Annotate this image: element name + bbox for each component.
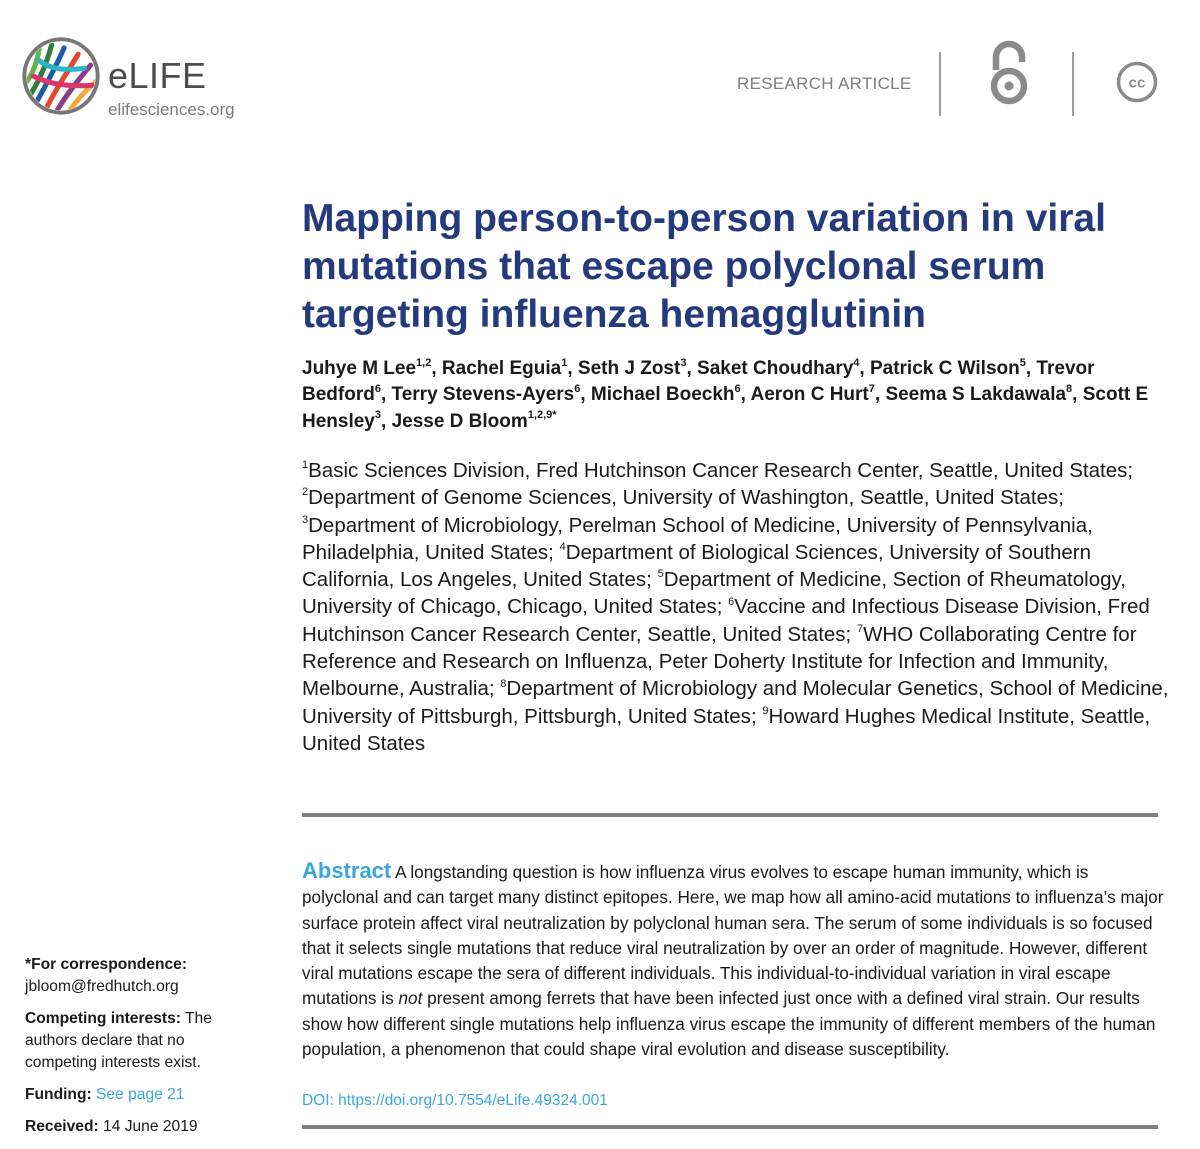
article-sidebar [25,954,245,1148]
author-separator: , [859,358,870,379]
competing-interests-label: Competing interests: [25,1010,181,1027]
elife-logo-icon [22,37,100,115]
author-affiliation-marker: 6 [734,383,741,396]
author-affiliation-marker: 6 [574,383,581,396]
author-separator: , [874,384,886,406]
author-separator: , [1072,384,1083,406]
svg-text:cc: cc [1128,74,1146,92]
affiliation-number: 5 [657,568,664,581]
funding-block [25,1084,245,1106]
brand-name: eLIFE [108,55,207,96]
author-name: Jesse D Bloom [391,410,528,432]
affiliation-number: 2 [302,486,309,499]
author-name: Terry Stevens-Ayers [391,384,575,406]
abstract [302,858,1164,1062]
author-name: Trevor Bedford [302,358,1095,406]
correspondence-email[interactable]: jbloom@fredhutch.org [25,978,179,995]
author-affiliation-marker: 1 [561,356,568,369]
author-name: Seema S Lakdawala [885,384,1067,406]
funding-link[interactable]: See page 21 [96,1086,185,1103]
author-affiliation-marker: 7 [868,383,875,396]
affiliation-text: WHO Collaborating Centre for Reference and Research on Influenza, Peter Doherty Institute for Infection and Immunity, Melbourne, Australia [302,622,1137,701]
affiliation-text: Basic Sciences Division, Fred Hutchinson Cancer Research Center, Seattle, United States [308,459,1128,482]
author-name: Juhye M Lee [302,358,417,379]
author-separator: , [381,410,392,432]
article-type-label: RESEARCH ARTICLE [737,74,912,93]
affiliation-number: 4 [559,541,566,554]
received-label: Received: [25,1118,99,1135]
affiliation-text: Howard Hughes Medical Institute, Seattle, United States [302,704,1151,755]
correspondence-block [25,954,245,998]
author-name: Patrick C Wilson [869,358,1020,379]
section-divider [302,813,1158,817]
creative-commons-icon [1116,61,1158,103]
author-name: Saket Choudhary [697,358,854,379]
author-name: Aeron C Hurt [750,384,869,406]
affiliation-text: Department of Genome Sciences, University of Washington, Seattle, United States [308,486,1059,510]
competing-interests-text: The authors declare that no competing interests exist. [25,1010,212,1071]
author-separator: , [567,358,578,379]
author-affiliation-marker: 1,2 [416,356,432,369]
affiliation-number: 7 [856,622,864,635]
affiliation-text: Department of Biological Sciences, University of Southern California, Los Angeles, United States [302,540,1091,592]
affiliation-text: Department of Medicine, Section of Rheumatology, University of Chicago, Chicago, United States [302,568,1126,619]
header-divider [1072,52,1074,116]
doi-link[interactable]: DOI: https://doi.org/10.7554/eLife.49324.001 [302,1092,608,1109]
affiliation-number: 1 [302,459,309,472]
author-affiliation-marker: 1,2,9* [527,409,557,422]
affiliation-text: Vaccine and Infectious Disease Division, Fred Hutchinson Cancer Research Center, Seattle, United States [302,595,1150,646]
site-url[interactable]: elifesciences.org [108,100,235,119]
affiliation-number: 8 [500,677,507,690]
affiliation-text: Department of Microbiology, Perelman School of Medicine, University of Pennsylvania, Philadelphia, United States [302,513,1093,564]
author-affiliation-marker: 8 [1066,383,1073,396]
author-separator: , [686,358,698,379]
author-affiliation-marker: 5 [1019,356,1026,369]
abstract-text-continued: present among ferrets that have been infected just once with a defined viral strain. Our results show how different single mutations help influenza virus escape the immunity of different members of the human population, a phenomenon that could shape viral evolution and disease susceptibility. [302,988,1156,1060]
author-name: Michael Boeckh [590,384,735,406]
author-separator: , [380,384,392,406]
received-block [25,1116,245,1138]
affiliation-list: $^1$Basic Sciences Division, Fred Hutchinson Cancer Research Center, Seattle, United States; $^2$Department of Genome Sciences, University of Washington, Seattle, United States; $^3$Department of Microbiology, Perelman School of Medicine, University of Pennsylvania, Philadelphia, United States; $^4$Department of Biological Sciences, University of Southern California, Los Angeles, United States; $^5$Department of Medicine, Section of Rheumatology, University of Chicago, Chicago, United States; $^6$Vaccine and Infectious Disease Division, Fred Hutchinson Cancer Research Center, Seattle, United States; $^7$WHO Collaborating Centre for Reference and Research on Influenza, Peter Doherty Institute for Infection and Immunity, Melbourne, Australia; $^8$Department of Microbiology and Molecular Genetics, School of Medicine, University of Pittsburgh, Pittsburgh, United States; $^9$Howard Hughes Medical Institute, Seattle, United States [302,459,1169,755]
abstract-heading: Abstract [302,858,392,883]
author-affiliation-marker: 6 [374,383,381,396]
abstract-text: A longstanding question is how influenza virus evolves to escape human immunity, which is polyclonal and can target many distinct epitopes. Here, we map how all amino-acid mutations to influenza’s major surface protein affect viral neutralization by polyclonal human sera. The serum of some individuals is so focused that it selects single mutations that reduce viral neutralization by over an order of magnitude. However, different viral mutations escape the sera of different individuals. This individual-to-individual variation in viral escape mutations is [302,862,1164,1009]
section-divider [302,1125,1158,1129]
author-name: Rachel Eguia [441,358,562,379]
author-name: Scott E Hensley [302,384,1149,432]
author-name: Seth J Zost [577,358,681,379]
abstract-emphasis: not [398,988,423,1009]
header-divider [939,52,941,116]
author-separator: , [740,384,751,406]
article-title: Mapping person-to-person variation in viral mutations that escape polyclonal serum targeting influenza hemagglutinin [302,197,1106,336]
affiliation-number: 6 [728,595,735,608]
author-affiliation-marker: 3 [374,409,381,422]
author-list [302,356,1182,435]
author-separator: , [431,358,442,379]
received-date: 14 June 2019 [103,1118,198,1135]
open-access-icon [986,40,1032,106]
author-separator: , [580,384,591,406]
author-affiliation-marker: 4 [853,356,860,369]
correspondence-label: *For correspondence: [25,956,188,973]
funding-label: Funding: [25,1086,92,1103]
author-affiliation-marker: 3 [680,356,687,369]
affiliation-text: Department of Microbiology and Molecular Genetics, School of Medicine, University of Pittsburgh, Pittsburgh, United States [302,677,1169,728]
affiliation-number: 3 [302,513,309,526]
competing-interests-block [25,1008,245,1074]
affiliation-number: 9 [762,704,769,717]
author-separator: , [1025,358,1037,379]
